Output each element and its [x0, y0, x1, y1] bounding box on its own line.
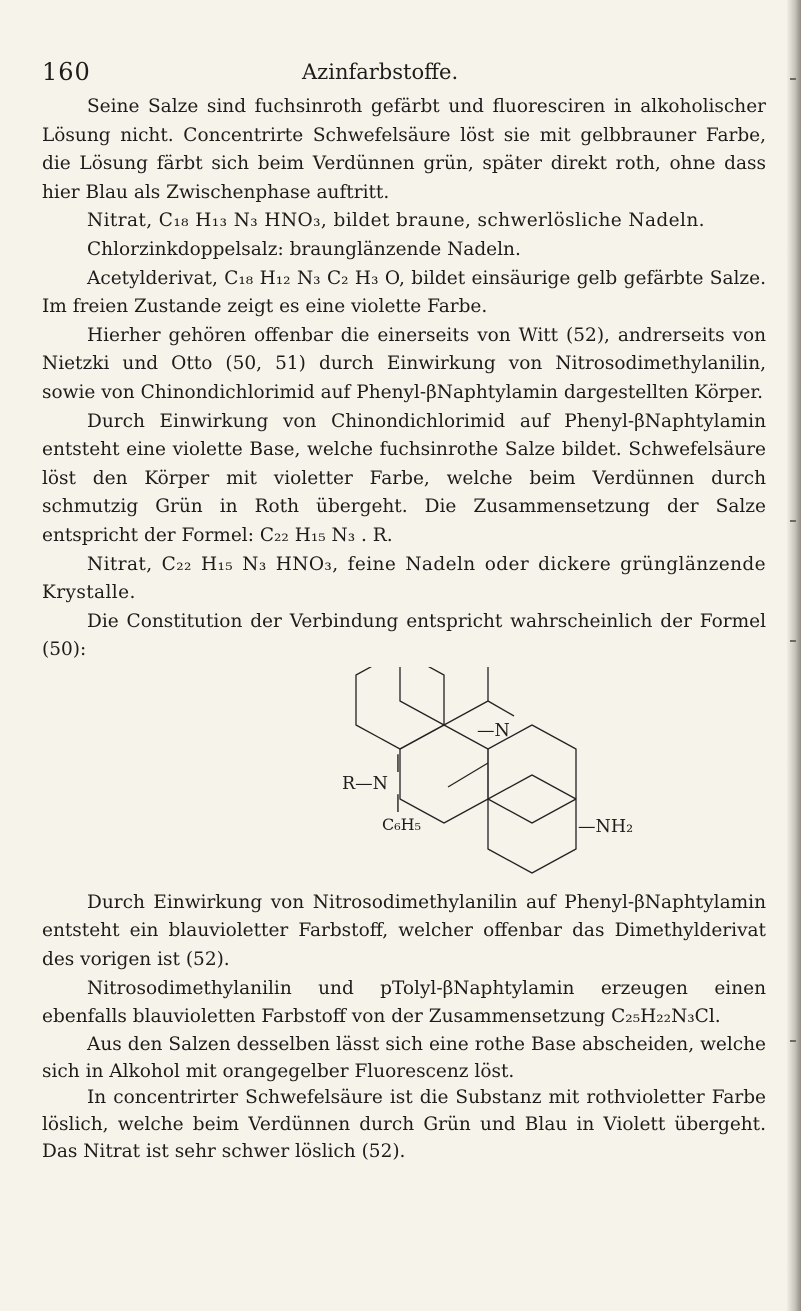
page-number: 160	[42, 58, 91, 86]
label-nh2: —NH₂	[578, 816, 634, 837]
paragraph: Durch Einwirkung von Nitrosodimethylanilin auf Phenyl-βNaphtylamin entsteht ein blauvioletter Farbstoff, welcher offenbar das Dimethylderivat des vorigen ist (52).	[42, 891, 766, 971]
paragraph: Nitrat, C₂₂ H₁₅ N₃ HNO₃, feine Nadeln oder dickere grünglänzende Krystalle.	[42, 553, 766, 604]
paragraph: Chlorzinkdoppelsalz: braunglänzende Nadeln.	[87, 238, 521, 260]
label-n: —N	[477, 720, 510, 741]
page-header	[0, 56, 801, 86]
edge-mark	[790, 1040, 796, 1042]
lower-right-ring	[488, 775, 576, 873]
structural-formula	[42, 667, 766, 889]
ring-structure-svg	[42, 667, 766, 889]
label-bar: |	[395, 752, 401, 773]
paragraph: Nitrat, C₁₈ H₁₃ N₃ HNO₃, bildet braune, schwerlösliche Nadeln.	[87, 210, 705, 232]
label-bar: |	[395, 792, 401, 813]
paragraph: Aus den Salzen desselben lässt sich eine rothe Base abscheiden, welche sich in Alkohol mit orangegelber Fluorescenz löst.	[42, 1033, 766, 1082]
paragraph: Hierher gehören offenbar die einerseits von Witt (52), andrerseits von Nietzki und Otto (50, 51) durch Einwirkung von Nitrosodimethylanilin, sowie von Chinondichlorimid auf Phenyl-βNaphtylamin dargestellten Körper.	[42, 324, 766, 403]
middle-ring	[400, 725, 488, 823]
bond-line	[448, 763, 488, 787]
paragraph: Seine Salze sind fuchsinroth gefärbt und fluoresciren in alkoholischer Lösung nicht. Concentrirte Schwefelsäure löst sie mit gelbbrauner Farbe, die Lösung färbt sich beim Verdünnen grün, später direkt roth, ohne dass hier Blau als Zwischenphase auftritt.	[42, 96, 766, 203]
label-ethyl: C₆H₅	[382, 814, 422, 834]
paragraph: Durch Einwirkung von Chinondichlorimid auf Phenyl-βNaphtylamin entsteht eine violette Base, welche fuchsinrothe Salze bildet. Schwefelsäure löst den Körper mit violetter Farbe, welche beim Verdünnen durch schmutzig Grün in Roth übergeht. Die Zusammensetzung der Salze entspricht der Formel: C₂₂ H₁₅ N₃ . R.	[42, 410, 766, 546]
paragraph: In concentrirter Schwefelsäure ist die Substanz mit rothvioletter Farbe löslich, welche beim Verdünnen durch Grün und Blau in Violett übergeht. Das Nitrat ist sehr schwer löslich (52).	[42, 1087, 766, 1163]
paragraph: Acetylderivat, C₁₈ H₁₂ N₃ C₂ H₃ O, bildet einsäurige gelb gefärbte Salze. Im freien Zustande zeigt es eine violette Farbe.	[42, 267, 766, 318]
paragraph: Nitrosodimethylanilin und pTolyl-βNaphtylamin erzeugen einen ebenfalls blauvioletten Farbstoff von der Zusammensetzung C₂₅H₂₂N₃Cl.	[42, 977, 766, 1028]
page-body	[42, 93, 766, 1166]
bond-line	[488, 701, 514, 716]
edge-mark	[790, 520, 796, 522]
edge-mark	[790, 640, 796, 642]
paragraph: Die Constitution der Verbindung entspricht wahrscheinlich der Formel (50):	[42, 610, 766, 661]
label-rn: R—N	[342, 773, 388, 794]
page-edge	[787, 0, 801, 1311]
running-head: Azinfarbstoffe.	[302, 60, 459, 84]
